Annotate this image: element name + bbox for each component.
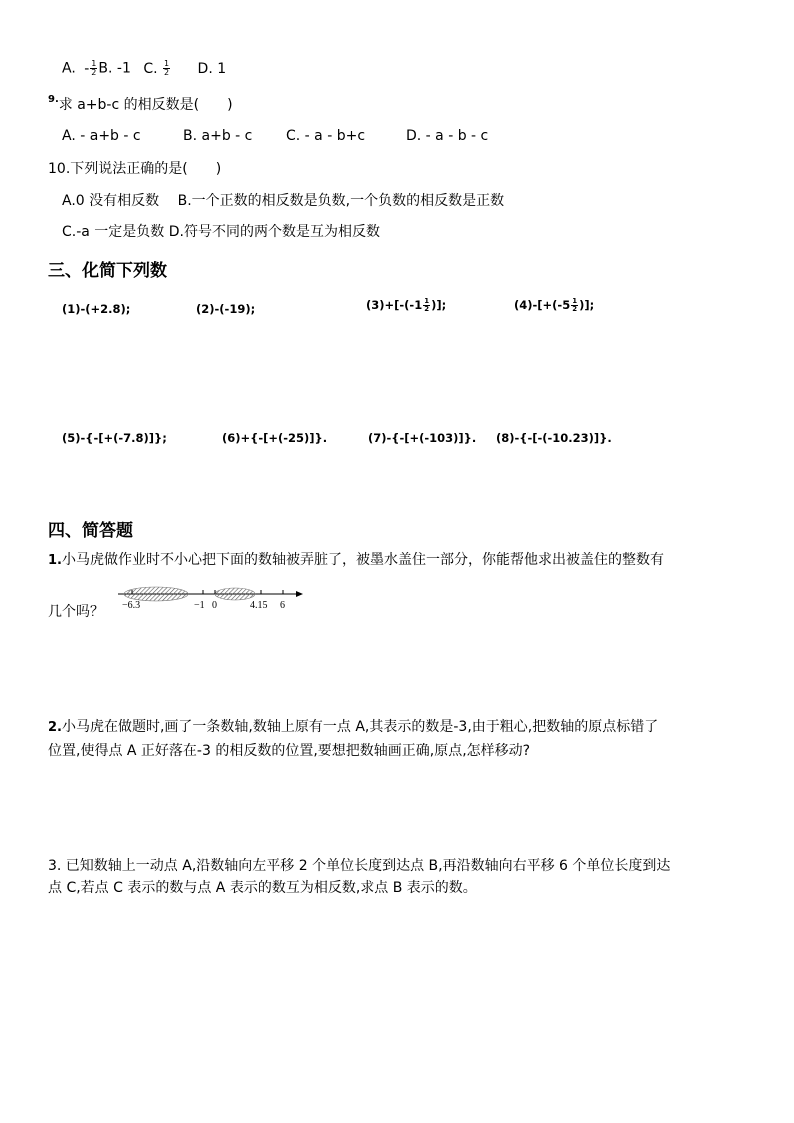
q10-options-line1: A.0 没有相反数 B.一个正数的相反数是负数,一个负数的相反数是正数 bbox=[62, 193, 505, 209]
expr-6: (6)+{-[+(-25)]}. bbox=[222, 431, 328, 445]
q9-number: 9. bbox=[48, 94, 59, 105]
q9-option-b: B. a+b - c bbox=[183, 128, 253, 144]
problem-3-line2: 点 C,若点 C 表示的数与点 A 表示的数互为相反数,求点 B 表示的数。 bbox=[48, 880, 477, 896]
q9-stem bbox=[48, 94, 233, 114]
tick-label-4-15: 4.15 bbox=[250, 600, 268, 611]
q8-option-b: B. -1 bbox=[98, 60, 131, 77]
expr-2: (2)-(-19); bbox=[196, 302, 256, 316]
q9-option-d: D. - a - b - c bbox=[406, 128, 489, 144]
q10-stem: 10.下列说法正确的是( ) bbox=[48, 161, 222, 177]
expr-8: (8)-{-[-(-10.23)]}. bbox=[496, 431, 612, 445]
q8-option-d: D. 1 bbox=[197, 60, 227, 77]
number-line-arrow bbox=[296, 591, 303, 597]
q8-option-c-label: C. bbox=[143, 60, 158, 77]
problem-3-line1: 3. 已知数轴上一动点 A,沿数轴向左平移 2 个单位长度到达点 B,再沿数轴向右平移 6 个单位长度到达 bbox=[48, 858, 671, 874]
q8-option-a-sign: - bbox=[84, 60, 90, 77]
tick-label-neg6-3: −6.3 bbox=[122, 600, 141, 611]
q10-options-line2: C.-a 一定是负数 D.符号不同的两个数是互为相反数 bbox=[62, 224, 380, 240]
expr-3: (3)+[-(-1 $\frac{1}{2}$ )]; bbox=[366, 297, 447, 313]
problem-2-number: 2. bbox=[48, 720, 62, 735]
q8-option-c-fraction: $\frac{1}{2}$ bbox=[164, 59, 170, 77]
q8-option-a-label: A. bbox=[62, 60, 76, 77]
ink-blot-left bbox=[124, 587, 188, 601]
q8-option-a-fraction: $\frac{1}{2}$ bbox=[91, 59, 97, 77]
q8-options bbox=[62, 60, 226, 77]
expr-1: (1)-(+2.8); bbox=[62, 302, 131, 316]
q9-option-a: A. - a+b - c bbox=[62, 128, 141, 144]
expr-7: (7)-{-[+(-103)]}. bbox=[368, 431, 477, 445]
problem-1-number: 1. bbox=[48, 553, 62, 568]
problem-1-line1: 1.小马虎做作业时不小心把下面的数轴被弄脏了，被墨水盖住一部分，你能帮他求出被盖住的整数有 bbox=[48, 552, 664, 568]
section-3-title: 三、化简下列数 bbox=[48, 261, 167, 281]
tick-label-0: 0 bbox=[212, 600, 217, 611]
expr-5: (5)-{-[+(-7.8)]}; bbox=[62, 431, 167, 445]
tick-label-neg1: −1 bbox=[194, 600, 205, 611]
tick-label-6: 6 bbox=[280, 600, 285, 611]
number-line-figure bbox=[116, 583, 306, 613]
problem-2-line1: 2.小马虎在做题时,画了一条数轴,数轴上原有一点 A,其表示的数是-3,由于粗心,把数轴的原点标错了 bbox=[48, 719, 659, 735]
q9-option-c: C. - a - b+c bbox=[286, 128, 366, 144]
problem-1-line2: 几个吗？ bbox=[48, 604, 104, 620]
problem-2-line2: 位置,使得点 A 正好落在-3 的相反数的位置,要想把数轴画正确,原点,怎样移动? bbox=[48, 743, 531, 759]
ink-blot-right bbox=[215, 588, 255, 600]
section-4-title: 四、简答题 bbox=[48, 521, 133, 541]
expr-4: (4)-[+(-5 $\frac{1}{2}$ )]; bbox=[514, 297, 595, 313]
q9-text: 求 a+b-c 的相反数是( ) bbox=[58, 97, 233, 113]
